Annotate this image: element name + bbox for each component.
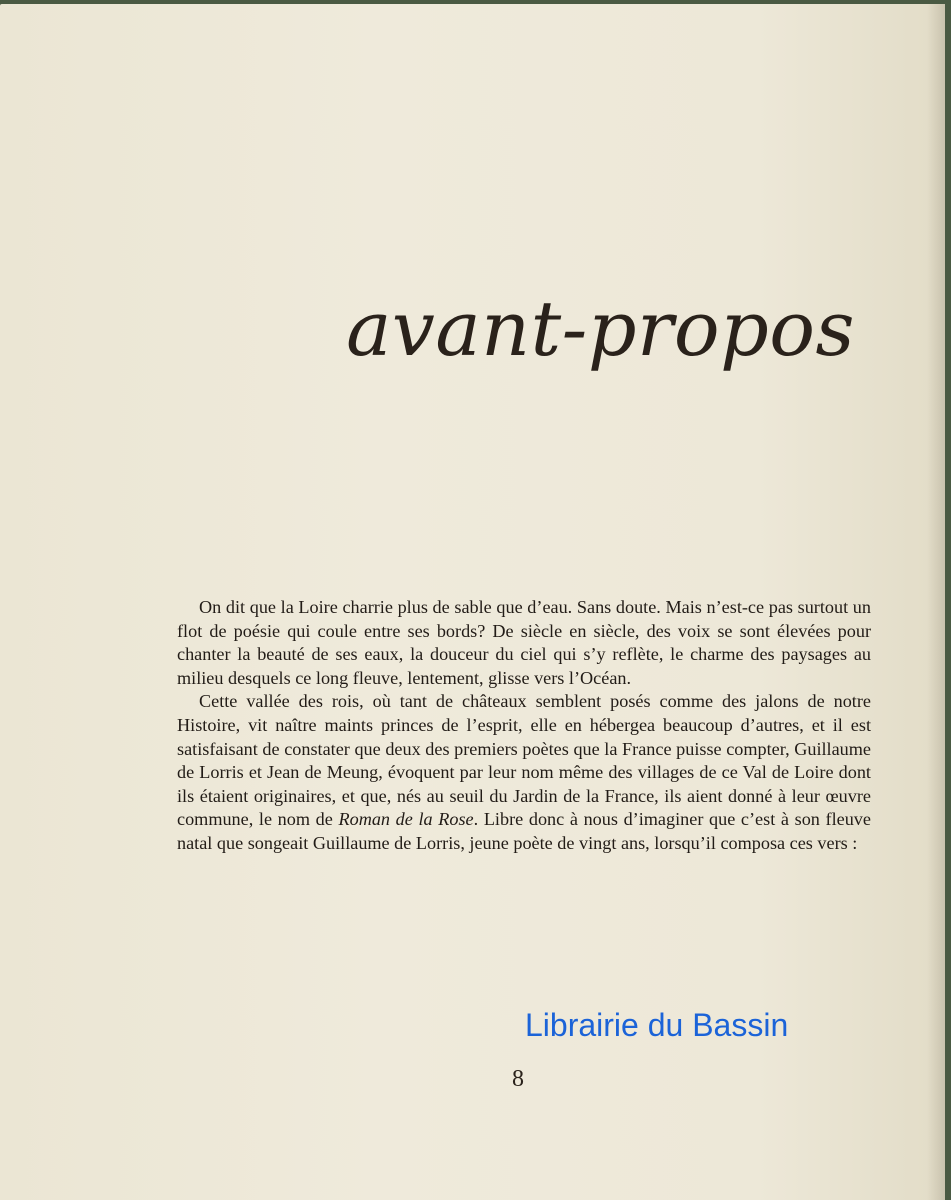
- watermark-text: Librairie du Bassin: [525, 1007, 789, 1043]
- page-title: avant-propos: [346, 284, 855, 373]
- paragraph-2-text-after: . Libre donc à nous d’imaginer que c’est à son fleuve natal que songeait Guillaume de Lorris, jeune poète de vingt ans, lorsqu’il composa ces vers :: [177, 809, 871, 853]
- paragraph-1: [177, 596, 871, 690]
- paragraph-1-text: On dit que la Loire charrie plus de sable que d’eau. Sans doute. Mais n’est-ce pas surtout un flot de poésie qui coule entre ses bords? De siècle en siècle, des voix se sont élevées pour chanter la beauté de ses eaux, la douceur du ciel qui s’y reflète, le charme des paysages au milieu desquels ce long fleuve, lentement, glisse vers l’Océan.: [177, 597, 871, 688]
- book-title-emphasis: Roman de la Rose: [338, 809, 474, 830]
- gutter-shadow: [927, 4, 945, 1200]
- page-number: 8: [512, 1066, 524, 1092]
- paragraph-2-text-before: Cette vallée des rois, où tant de châteaux semblent posés comme des jalons de notre Histoire, vit naître maints princes de l’esprit, elle en hébergea beaucoup d’autres, et il est satisfaisant de constater que deux des premiers poètes que la France puisse compter, Guillaume de Lorris et Jean de Meung, évoquent par leur nom même des villages de ce Val de Loire dont ils étaient originaires, et que, nés au seuil du Jardin de la France, ils aient donné à leur œuvre commune, le nom de: [177, 691, 871, 830]
- body-text: [177, 596, 871, 856]
- paragraph-2: [177, 690, 871, 855]
- book-page: [0, 4, 945, 1200]
